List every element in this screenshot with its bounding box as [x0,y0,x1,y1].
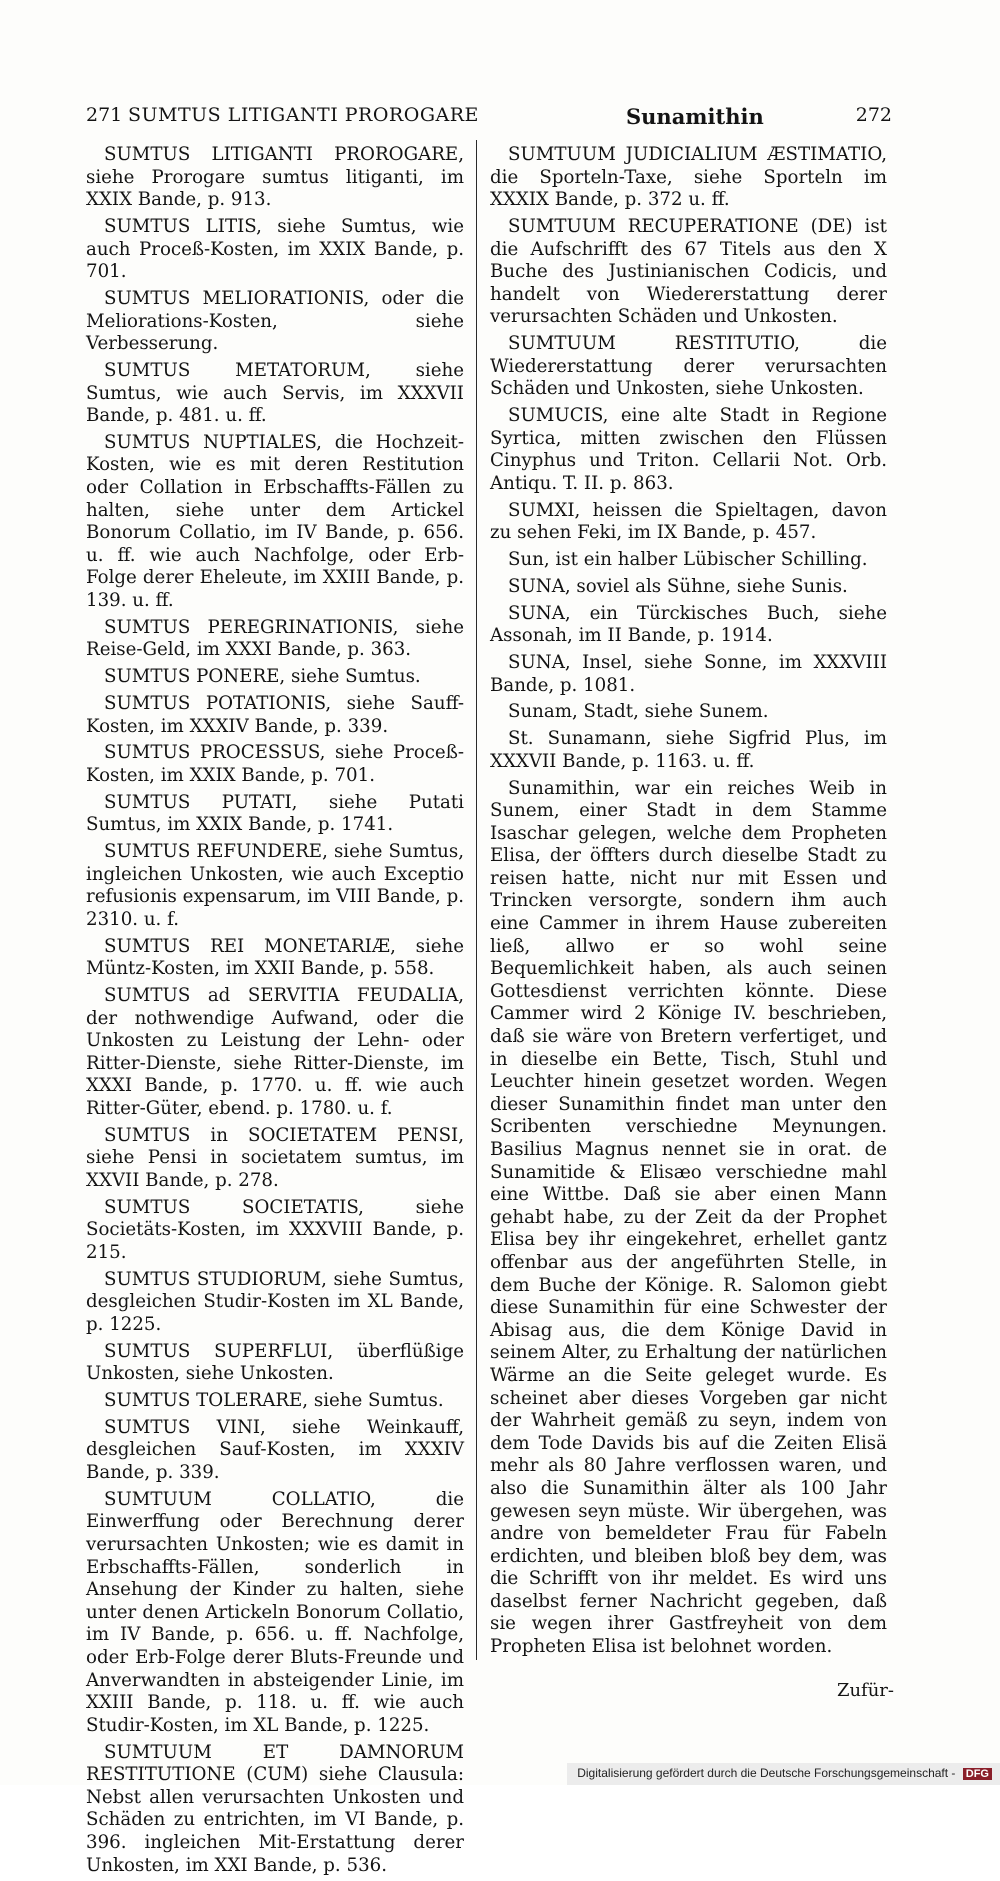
dictionary-entry: SUNA, ein Türckisches Buch, siehe Assonah, im II Bande, p. 1914. [490,602,887,647]
dictionary-entry: Sunam, Stadt, siehe Sunem. [508,701,769,723]
dictionary-entry: SUMTUS LITIGANTI PROROGARE, siehe Prorogare sumtus litiganti, im XXIX Bande, p. 913. [86,144,464,211]
dictionary-entry: SUMTUS PONERE, siehe Sumtus. [104,666,421,688]
dictionary-entry: SUMTUS MELIORATIONIS, oder die Meliorations-Kosten, siehe Verbesserung. [86,287,464,355]
dictionary-entry: SUMTUUM COLLATIO, die Einwerffung oder Berechnung derer verursachten Unkosten; wie es damit in Erbschaffts-Fällen, sonderlich in Ansehung der Kinder zu halten, siehe unter denen Artickeln Bonorum Collatio, im IV Bande, p. 656. u. ff. Nachfolge, oder Erb-Folge derer Bluts-Freunde und Anverwandten in absteigender Linie, im XXIII Bande, p. 118. u. ff. wie auch Studir-Kosten, im XL Bande, p. 1225. [86,1488,464,1736]
dictionary-entry: SUMTUUM ET DAMNORUM RESTITUTIONE (CUM) siehe Clausula: Nebst allen verursachten Unkosten und Schäden zu entrichten, im VI Bande, p. 396. ingleichen Mit-Erstattung derer Unkosten, im XXI Bande, p. 536. [86,1741,464,1876]
right-column [490,144,887,1662]
dictionary-entry: SUMTUS REFUNDERE, siehe Sumtus, ingleichen Unkosten, wie auch Exceptio refusionis expensarum, im VIII Bande, p. 2310. u. f. [86,841,464,930]
dictionary-entry: SUMTUS TOLERARE, siehe Sumtus. [104,1390,444,1412]
left-running-title: SUMTUS LITIGANTI PROROGARE [128,104,479,126]
credit-text: Digitalisierung gefördert durch die Deutsche Forschungsgemeinschaft - [577,1766,956,1780]
dictionary-entry: SUNA, soviel als Sühne, siehe Sunis. [508,575,848,597]
dictionary-entry: SUMXI, heissen die Spieltagen, davon zu sehen Feki, im IX Bande, p. 457. [490,499,887,544]
dictionary-entry: St. Sunamann, siehe Sigfrid Plus, im XXXVII Bande, p. 1163. u. ff. [490,728,887,772]
column-divider [476,140,477,1660]
right-page-number: 272 [855,104,892,126]
dictionary-entry: SUMUCIS, eine alte Stadt in Regione Syrtica, mitten zwischen den Flüssen Cinyphus und Triton. Cellarii Not. Orb. Antiqu. T. II. p. 863. [490,405,887,494]
dictionary-entry: Sunamithin, war ein reiches Weib in Sunem, einer Stadt in dem Stamme Isaschar gelegen, welche dem Propheten Elisa, der öffters durch dieselbe Stadt zu reisen hatte, nicht nur mit Essen und Trincken versorgte, sondern ihm auch eine Cammer in ihrem Hause zubereiten ließ, allwo er so wohl seine Bequemlichkeit haben, als auch seinen Gottesdienst verrichten könnte. Diese Cammer wird 2 Könige IV. beschrieben, daß sie wäre von Bretern verfertiget, und in dieselbe ein Bette, Tisch, Stuhl und Leuchter hinein gesetzet worden. Wegen dieser Sunamithin findet man unter den Scribenten verschiedne Meynungen. Basilius Magnus nennet sie in orat. de Sunamitide & Elisæo verschiedne mahl eine Wittbe. Daß sie aber einen Mann gehabt habe, zu der Zeit da der Prophet Elisa bey ihr eingekehret, erhellet gantz offenbar aus der angeführten Stelle, in dem Buche der Könige. R. Salomon giebt diese Sunamithin für eine Schwester der Abisag aus, die dem Könige David in seinem Alter, zu Erhaltung der natürlichen Wärme an die Seite geleget wurde. Es scheinet aber dieses Vorgeben gar nicht der Wahrheit gemäß zu seyn, indem von dem Tode Davids bis auf die Zeiten Elisä mehr als 80 Jahre verflossen waren, und also die Sunamithin älter als 100 Jahr gewesen seyn müste. Wir übergehen, was andre von bemeldeter Frau für Fabeln erdichten, und bleiben bloß bey dem, was die Schrifft von ihr meldet. Es wird uns daselbst ferner Nachricht gegeben, daß sie wegen ihrer Gastfreyheit von dem Propheten Elisa ist belohnet worden. [490,777,887,1658]
digitization-credit [567,1763,1000,1785]
dictionary-entry: SUMTUS PUTATI, siehe Putati Sumtus, im XXIX Bande, p. 1741. [86,791,464,836]
dfg-logo: DFG [963,1768,992,1780]
dictionary-entry: SUMTUS SUPERFLUI, überflüßige Unkosten, siehe Unkosten. [86,1340,464,1385]
right-running-title: Sunamithin [626,104,764,129]
dictionary-entry: SUMTUS ad SERVITIA FEUDALIA, der nothwendige Aufwand, oder die Unkosten zu Leistung der Lehn- oder Ritter-Dienste, siehe Ritter-Dienste, im XXXI Bande, p. 1770. u. ff. wie auch Ritter-Güter, ebend. p. 1780. u. f. [86,985,464,1119]
dictionary-entry: SUMTUS PROCESSUS, siehe Proceß-Kosten, im XXIX Bande, p. 701. [86,742,464,786]
catchword: Zufür- [836,1680,894,1701]
left-page-number: 271 [86,104,123,126]
dictionary-entry: SUMTUS in SOCIETATEM PENSI, siehe Pensi in societatem sumtus, im XXVII Bande, p. 278. [86,1124,464,1191]
dictionary-entry: SUMTUUM RESTITUTIO, die Wiedererstattung derer verursachten Schäden und Unkosten, siehe Unkosten. [490,333,887,400]
dictionary-entry: SUNA, Insel, siehe Sonne, im XXXVIII Bande, p. 1081. [490,651,887,696]
dictionary-entry: SUMTUS STUDIORUM, siehe Sumtus, desgleichen Studir-Kosten im XL Bande, p. 1225. [86,1268,464,1335]
dictionary-entry: SUMTUS SOCIETATIS, siehe Societäts-Kosten, im XXXVIII Bande, p. 215. [86,1196,464,1263]
dictionary-entry: SUMTUS POTATIONIS, siehe Sauff-Kosten, im XXXIV Bande, p. 339. [86,692,464,737]
page-header [86,104,892,138]
left-column [86,144,464,1881]
dictionary-entry: SUMTUS NUPTIALES, die Hochzeit-Kosten, wie es mit deren Restitution oder Collation in Erbschaffts-Fällen zu halten, siehe unter dem Artickel Bonorum Collatio, im IV Bande, p. 656. u. ff. wie auch Nachfolge, oder Erb-Folge derer Eheleute, im XXIII Bande, p. 139. u. ff. [86,431,464,612]
dictionary-entry: SUMTUS REI MONETARIÆ, siehe Müntz-Kosten, im XXII Bande, p. 558. [86,935,464,980]
dictionary-entry: SUMTUS LITIS, siehe Sumtus, wie auch Proceß-Kosten, im XXIX Bande, p. 701. [86,215,464,283]
dictionary-entry: Sun, ist ein halber Lübischer Schilling. [508,549,868,571]
dictionary-entry: SUMTUS METATORUM, siehe Sumtus, wie auch Servis, im XXXVII Bande, p. 481. u. ff. [86,359,464,427]
dictionary-entry: SUMTUS PEREGRINATIONIS, siehe Reise-Geld, im XXXI Bande, p. 363. [86,616,464,661]
dictionary-entry: SUMTUUM RECUPERATIONE (DE) ist die Aufschrifft des 67 Titels aus den X Buche des Justinianischen Codicis, und handelt von Wiedererstattung derer verursachten Schäden und Unkosten. [490,215,887,328]
dictionary-entry: SUMTUS VINI, siehe Weinkauff, desgleichen Sauf-Kosten, im XXXIV Bande, p. 339. [86,1416,464,1484]
dictionary-entry: SUMTUUM JUDICIALIUM ÆSTIMATIO, die Sporteln-Taxe, siehe Sporteln im XXXIX Bande, p. 372 u. ff. [490,144,887,211]
